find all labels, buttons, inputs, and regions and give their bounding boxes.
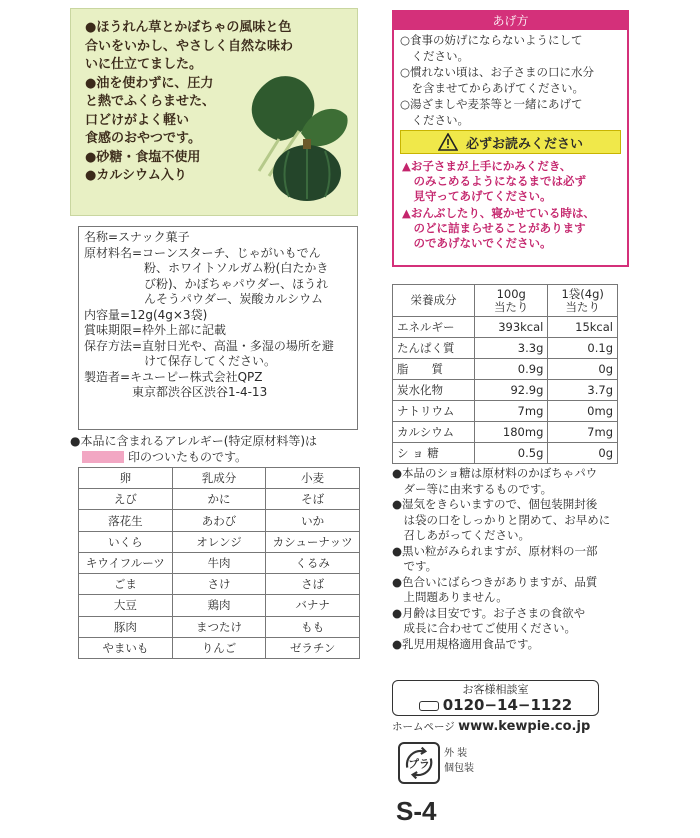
allergen-row (79, 468, 360, 489)
promo-line: ●油を使わずに、圧力 (85, 75, 214, 91)
product-info-line: 保存方法=直射日光や、高温・多湿の場所を避 (84, 338, 334, 353)
nutrient-value: 0.9g (475, 359, 548, 380)
nutrient-name: シ ョ 糖 (393, 443, 475, 464)
allergen-row (79, 552, 360, 573)
promo-line: いに仕立てました。 (85, 57, 203, 72)
allergen-cell: かに (172, 489, 266, 510)
recycle-label-outer: 外 装 (444, 748, 468, 759)
allergen-row (79, 574, 360, 595)
allergen-cell: あわび (172, 510, 266, 531)
allergy-note-line2 (70, 450, 370, 466)
nutrient-value: 0g (548, 359, 618, 380)
nutrition-row (393, 422, 618, 443)
product-info-line: 名称=スナック菓子 (84, 230, 190, 244)
allergen-table (78, 467, 360, 659)
feeding-guide-box (392, 10, 629, 267)
recycle-label-inner: 個包装 (444, 763, 474, 774)
nutrient-value: 7mg (548, 422, 618, 443)
nutrition-row (393, 401, 618, 422)
allergen-cell: そば (266, 489, 360, 510)
allergen-cell: やまいも (79, 637, 173, 658)
nutrition-row (393, 443, 618, 464)
product-info-line: 内容量=12g(4g×3袋) (84, 307, 208, 322)
allergen-cell: ゼラチン (266, 637, 360, 658)
website-label: ホームページ (392, 721, 455, 733)
promo-line: ●カルシウム入り (85, 168, 187, 183)
nutrient-value: 0.5g (475, 443, 548, 464)
allergen-cell: 乳成分 (172, 468, 266, 489)
customer-support-phone[interactable] (399, 696, 592, 714)
allergen-row (79, 531, 360, 552)
note-item: ●乳児用規格適用食品です。 (392, 636, 540, 651)
allergen-cell: 鶏肉 (172, 595, 266, 616)
note-item: ●月齢は目安です。お子さまの食欲や 成長に合わせてご使用ください。 (392, 605, 586, 635)
product-info-line: 賞味期限=枠外上部に記載 (84, 323, 227, 337)
phone-number: 0120−14−1122 (442, 696, 573, 714)
product-info-line: 東京都渋谷区渋谷1-4-13 (84, 385, 268, 399)
spinach-pumpkin-illustration (239, 71, 351, 203)
nutrient-value: 7mg (475, 401, 548, 422)
recycle-mark-block (398, 742, 478, 784)
allergen-cell: いか (266, 510, 360, 531)
customer-support-title: お客様相談室 (462, 683, 529, 696)
product-info-line: び粉)、かぼちゃパウダー、ほうれ (84, 276, 329, 291)
nutrition-row (393, 317, 618, 338)
product-info-line: んそうパウダー、炭酸カルシウム (84, 292, 323, 306)
nutrition-table (392, 284, 618, 464)
allergen-cell: りんご (172, 637, 266, 658)
allergen-cell: ごま (79, 574, 173, 595)
allergen-cell: 豚肉 (79, 616, 173, 637)
must-read-label: 必ずお読みください (465, 136, 583, 152)
allergen-cell: えび (79, 489, 173, 510)
promo-line: と熱でふくらませた、 (85, 94, 216, 109)
customer-support-box (392, 680, 599, 716)
allergen-cell: 牛肉 (172, 552, 266, 573)
allergy-note-text: 印のついたものです。 (128, 449, 248, 464)
feeding-guide-title: あげ方 (394, 12, 627, 30)
allergen-cell: いくら (79, 531, 173, 552)
nutrient-name: カルシウム (393, 422, 475, 443)
nutrition-header: 栄養成分 (393, 285, 475, 317)
allergen-cell: まつたけ (172, 616, 266, 637)
nutrient-name: ナトリウム (393, 401, 475, 422)
note-item: ●湿気をきらいますので、個包装開封後 は袋の口をしっかりと閉めて、お早めに 召しあがってください。 (392, 497, 611, 542)
allergy-note (70, 434, 370, 465)
allergen-cell: もも (266, 616, 360, 637)
allergen-row (79, 595, 360, 616)
nutrient-value: 92.9g (475, 380, 548, 401)
warning-item: ▲お子さまが上手にかみくだき、 のみこめるようになるまでは必ず 見守ってあげてください。 (402, 159, 586, 203)
allergy-highlight-swatch (82, 451, 124, 463)
allergen-cell: 卵 (79, 468, 173, 489)
must-read-banner (400, 130, 621, 154)
allergen-cell: くるみ (266, 552, 360, 573)
nutrition-header: 1袋(4g) 当たり (548, 285, 618, 317)
note-item: ●黒い粒がみられますが、原材料の一部 です。 (392, 543, 598, 573)
feeding-item: ○湯ざましや麦茶等と一緒にあげて ください。 (400, 97, 583, 127)
nutrition-row (393, 359, 618, 380)
allergen-cell: さば (266, 574, 360, 595)
product-info-line: 製造者=キユーピー株式会社QPZ (84, 369, 263, 384)
nutrient-name: 炭水化物 (393, 380, 475, 401)
nutrient-value: 393kcal (475, 317, 548, 338)
product-info-line: 原材料名=コーンスターチ、じゃがいもでん (84, 245, 321, 260)
promo-line: 合いをいかし、やさしく自然な味わ (85, 38, 294, 54)
website-link[interactable]: www.kewpie.co.jp (458, 719, 591, 734)
product-info-line: 粉、ホワイトソルガム粉(白たかき (84, 261, 329, 275)
promo-panel (70, 8, 358, 216)
nutrient-value: 0.1g (548, 338, 618, 359)
plastic-recycle-icon (398, 742, 440, 784)
product-info-line: けて保存してください。 (84, 354, 277, 368)
allergen-row (79, 616, 360, 637)
allergen-cell: さけ (172, 574, 266, 595)
nutrient-value: 15kcal (548, 317, 618, 338)
warning-item: ▲おんぶしたり、寝かせている時は、 のどに詰まらせることがあります のであげないでください。 (402, 206, 595, 250)
allergen-cell: カシューナッツ (266, 531, 360, 552)
nutrient-name: たんぱく質 (393, 338, 475, 359)
allergen-row (79, 489, 360, 510)
nutrition-header: 100g 当たり (475, 285, 548, 317)
nutrient-value: 3.7g (548, 380, 618, 401)
feeding-item: ○慣れない頃は、お子さまの口に水分 を含ませてからあげてください。 (400, 65, 595, 95)
allergen-cell: 大豆 (79, 595, 173, 616)
free-dial-icon (419, 701, 439, 711)
feeding-item: ○食事の妨げにならないようにして ください。 (400, 33, 583, 63)
nutrient-name: エネルギー (393, 317, 475, 338)
promo-line: 口どけがよく軽い (85, 112, 190, 128)
recycle-mark-text: プラ (408, 757, 430, 771)
note-item: ●本品のショ糖は原材料のかぼちゃパウ ダー等に由来するものです。 (392, 466, 598, 496)
nutrient-value: 180mg (475, 422, 548, 443)
promo-line: 食感のおやつです。 (85, 131, 201, 146)
allergen-cell: 小麦 (266, 468, 360, 489)
nutrition-row (393, 338, 618, 359)
nutrient-value: 0g (548, 443, 618, 464)
nutrient-value: 3.3g (475, 338, 548, 359)
product-code: S-4 (396, 796, 437, 826)
promo-line: ●砂糖・食塩不使用 (85, 149, 201, 165)
warning-icon (438, 133, 458, 151)
promo-line: ●ほうれん草とかぼちゃの風味と色 (85, 20, 292, 35)
product-info-box (78, 226, 358, 430)
notes-list (392, 466, 632, 652)
allergen-cell: オレンジ (172, 531, 266, 552)
nutrient-value: 0mg (548, 401, 618, 422)
allergen-row (79, 637, 360, 658)
nutrient-name: 脂 質 (393, 359, 475, 380)
website-line (392, 719, 590, 734)
allergen-cell: 落花生 (79, 510, 173, 531)
allergen-row (79, 510, 360, 531)
nutrition-row (393, 380, 618, 401)
note-item: ●色合いにばらつきがありますが、品質 上問題ありません。 (392, 574, 598, 604)
allergen-cell: バナナ (266, 595, 360, 616)
allergen-cell: キウイフルーツ (79, 552, 173, 573)
allergy-note-line: ●本品に含まれるアレルギー(特定原材料等)は (70, 434, 318, 448)
